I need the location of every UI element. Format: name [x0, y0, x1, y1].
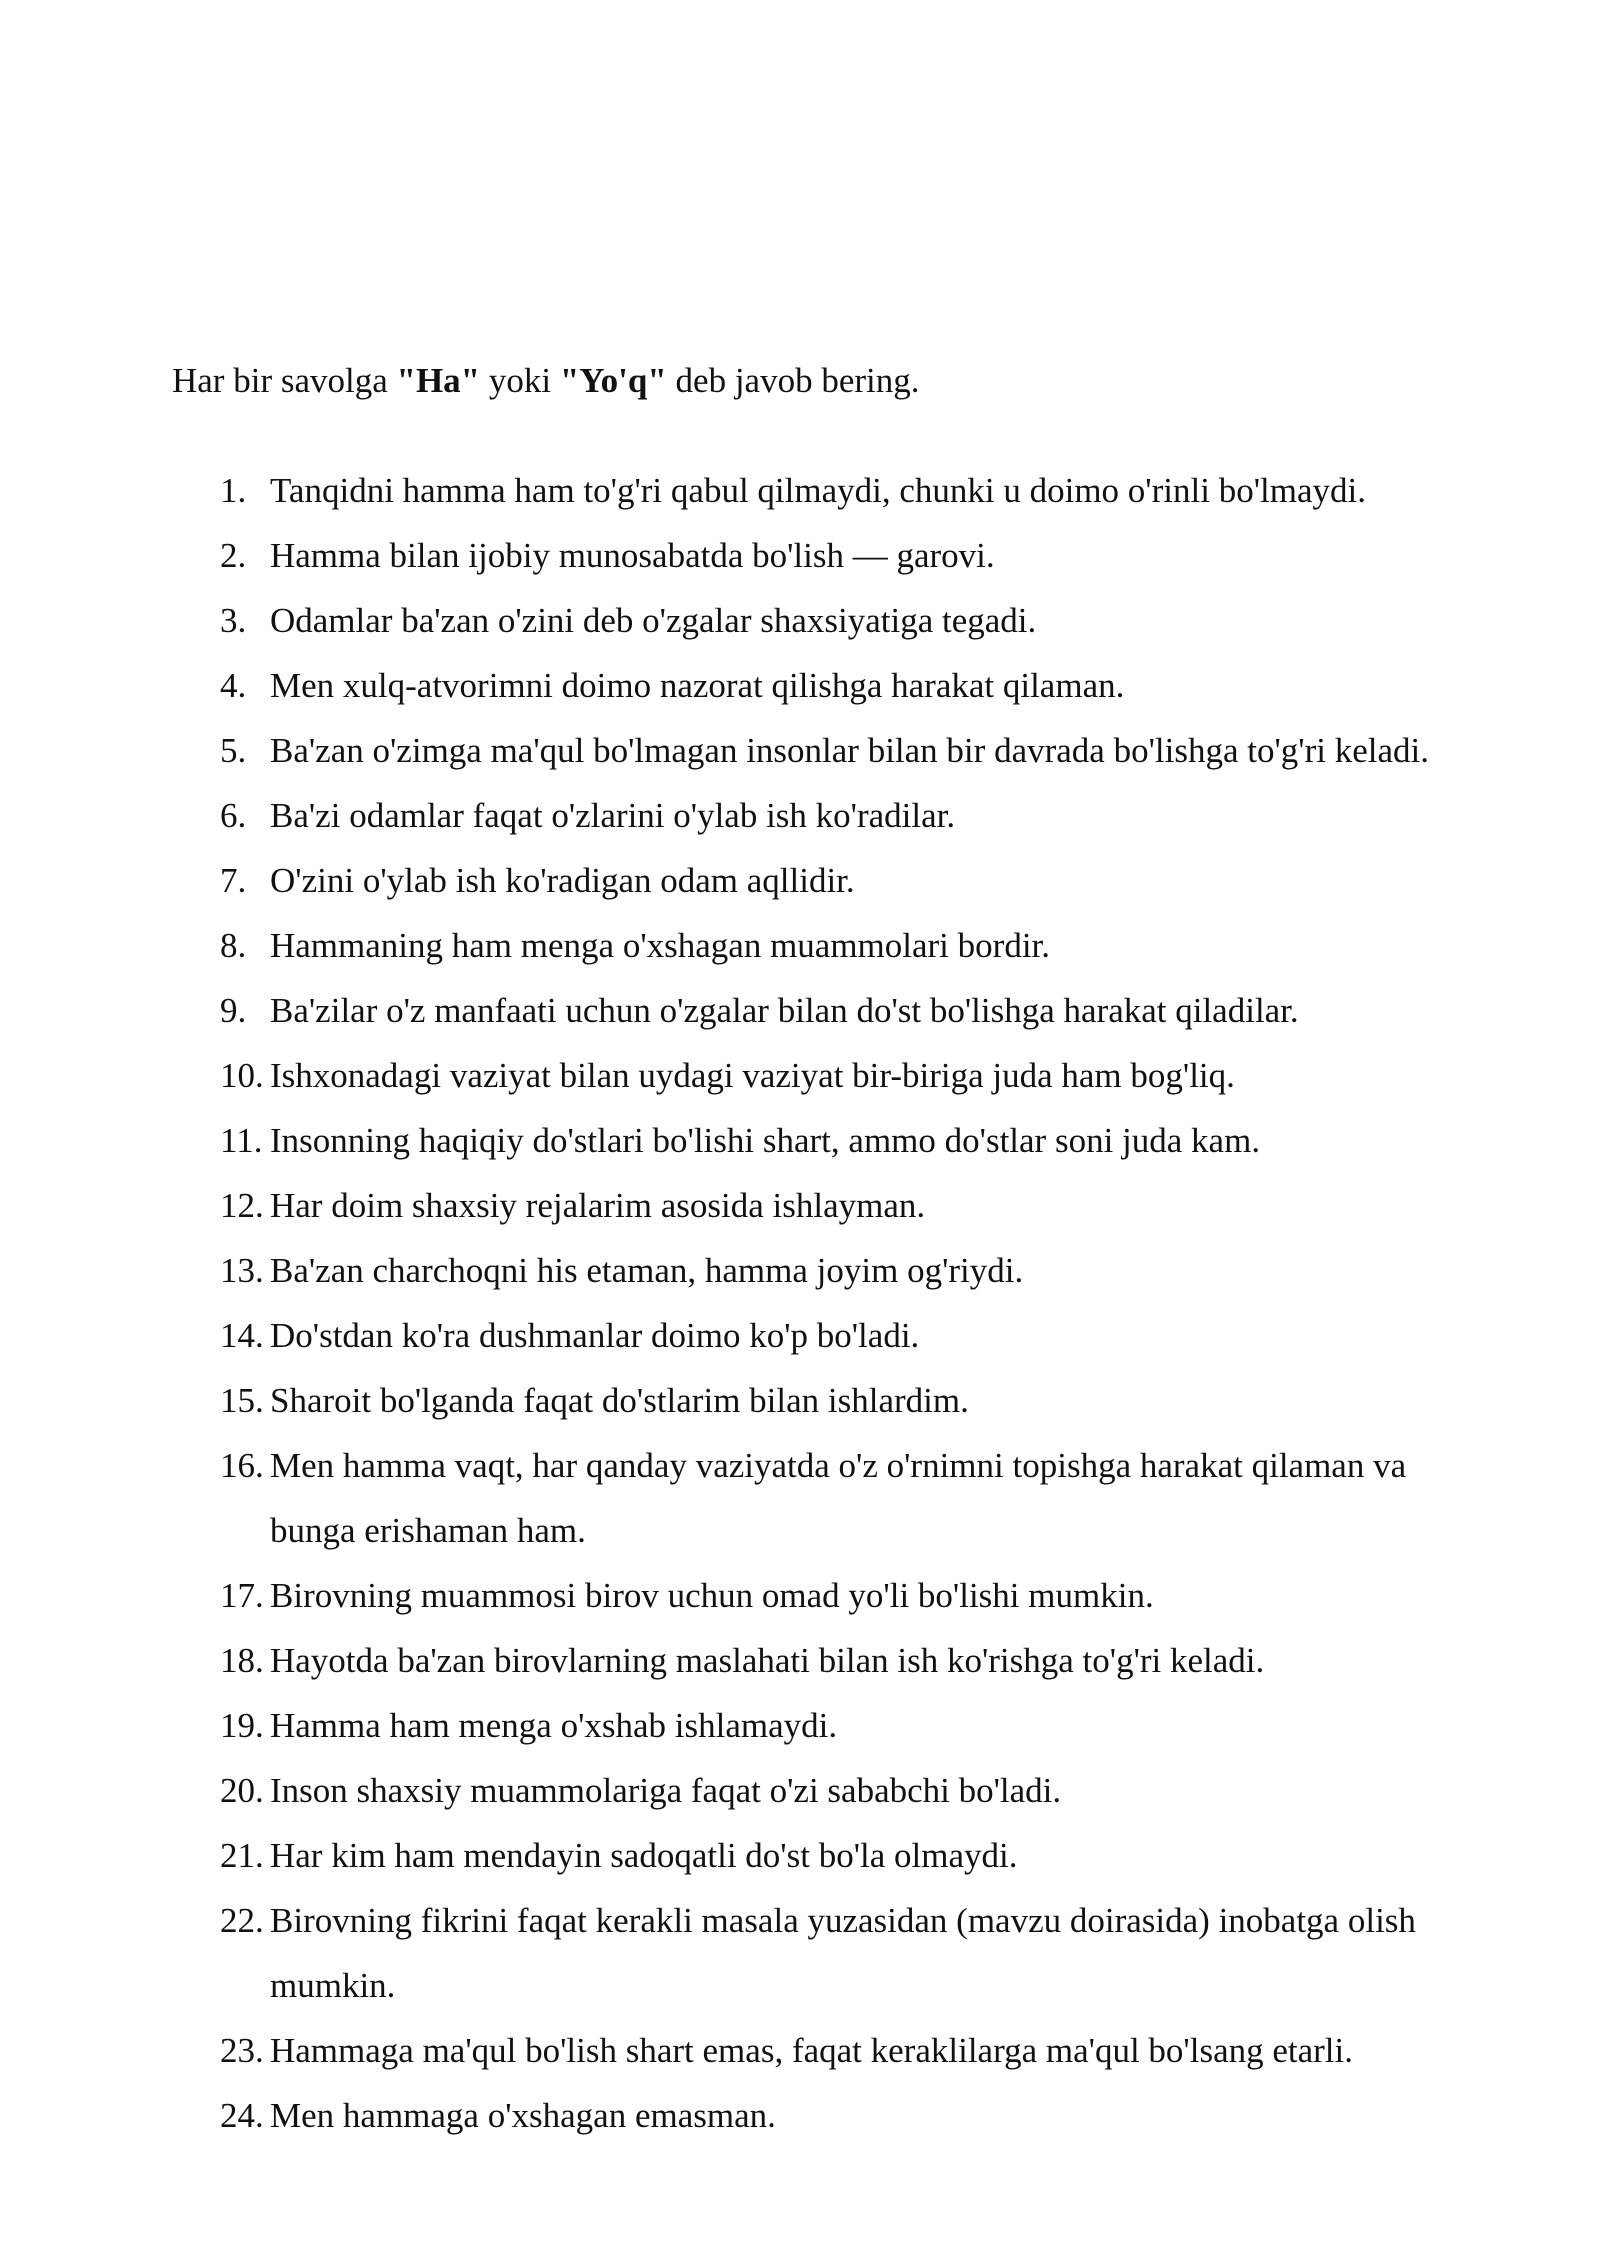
question-item — [0, 783, 1600, 848]
question-number: 11. — [220, 1121, 263, 1160]
question-number: 3. — [220, 601, 247, 640]
question-number: 2. — [220, 536, 247, 575]
question-number: 9. — [220, 991, 247, 1030]
question-text: Ba'zan o'zimga ma'qul bo'lmagan insonlar bilan bir davrada bo'lishga to'g'ri keladi. — [270, 731, 1429, 770]
question-item — [0, 1628, 1600, 1693]
question-number: 15. — [220, 1381, 264, 1420]
question-item — [0, 458, 1600, 523]
question-text: Ba'zi odamlar faqat o'zlarini o'ylab ish ko'radilar. — [270, 796, 956, 835]
question-number: 18. — [220, 1641, 264, 1680]
answer-yes-label: "Ha" — [396, 361, 481, 400]
question-text: Insonning haqiqiy do'stlari bo'lishi shart, ammo do'stlar soni juda kam. — [270, 1121, 1261, 1160]
question-text: Hamma ham menga o'xshab ishlamaydi. — [270, 1706, 838, 1745]
question-text: Har doim shaxsiy rejalarim asosida ishlayman. — [270, 1186, 926, 1225]
question-number: 20. — [220, 1771, 264, 1810]
question-number: 7. — [220, 861, 247, 900]
answer-no-label: "Yo'q" — [559, 361, 667, 400]
question-item — [0, 1368, 1600, 1433]
question-text: Men xulq-atvorimni doimo nazorat qilishga harakat qilaman. — [270, 666, 1125, 705]
question-text: Odamlar ba'zan o'zini deb o'zgalar shaxsiyatiga tegadi. — [270, 601, 1037, 640]
question-text: Ba'zan charchoqni his etaman, hamma joyim og'riydi. — [270, 1251, 1024, 1290]
question-item — [0, 978, 1600, 1043]
question-item — [0, 848, 1600, 913]
question-number: 10. — [220, 1056, 264, 1095]
question-item — [0, 913, 1600, 978]
question-number: 22. — [220, 1901, 264, 1940]
question-text: Hammaga ma'qul bo'lish shart emas, faqat keraklilarga ma'qul bo'lsang etarli. — [270, 2031, 1354, 2070]
question-item — [0, 653, 1600, 718]
question-text: Hayotda ba'zan birovlarning maslahati bilan ish ko'rishga to'g'ri keladi. — [270, 1641, 1265, 1680]
question-item — [0, 1173, 1600, 1238]
question-text: Inson shaxsiy muammolariga faqat o'zi sababchi bo'ladi. — [270, 1771, 1062, 1810]
question-number: 5. — [220, 731, 247, 770]
question-item — [0, 1563, 1600, 1628]
question-item — [0, 1238, 1600, 1303]
question-item — [0, 588, 1600, 653]
question-text: Birovning muammosi birov uchun omad yo'li bo'lishi mumkin. — [270, 1576, 1154, 1615]
question-number: 23. — [220, 2031, 264, 2070]
question-item — [0, 1693, 1600, 1758]
question-text: Hammaning ham menga o'xshagan muammolari bordir. — [270, 926, 1051, 965]
question-item — [0, 1758, 1600, 1823]
question-number: 1. — [220, 471, 247, 510]
question-text: O'zini o'ylab ish ko'radigan odam aqllidir. — [270, 861, 855, 900]
question-item — [0, 1888, 1600, 2018]
question-text: Hamma bilan ijobiy munosabatda bo'lish — garovi. — [270, 536, 995, 575]
question-number: 24. — [220, 2096, 264, 2135]
question-list — [0, 458, 1600, 2148]
question-item — [0, 1303, 1600, 1368]
question-item — [0, 718, 1600, 783]
question-number: 21. — [220, 1836, 264, 1875]
question-item — [0, 2018, 1600, 2083]
question-number: 16. — [220, 1446, 264, 1485]
instruction-prefix: Har bir savolga — [172, 361, 397, 400]
question-item — [0, 523, 1600, 588]
question-text: Ba'zilar o'z manfaati uchun o'zgalar bilan do'st bo'lishga harakat qiladilar. — [270, 991, 1299, 1030]
question-text: Do'stdan ko'ra dushmanlar doimo ko'p bo'ladi. — [270, 1316, 920, 1355]
question-item — [0, 1433, 1600, 1563]
question-item — [0, 1823, 1600, 1888]
question-number: 19. — [220, 1706, 264, 1745]
question-number: 12. — [220, 1186, 264, 1225]
question-text: Ishxonadagi vaziyat bilan uydagi vaziyat bir-biriga juda ham bog'liq. — [270, 1056, 1235, 1095]
question-number: 17. — [220, 1576, 264, 1615]
question-item — [0, 1043, 1600, 1108]
question-text: Tanqidni hamma ham to'g'ri qabul qilmaydi, chunki u doimo o'rinli bo'lmaydi. — [270, 471, 1366, 510]
instruction-or: yoki — [480, 361, 560, 400]
question-text: Har kim ham mendayin sadoqatli do'st bo'la olmaydi. — [270, 1836, 1018, 1875]
question-text: Men hamma vaqt, har qanday vaziyatda o'z o'rnimni topishga harakat qilaman va bunga erishaman ham. — [270, 1446, 1407, 1550]
question-item — [0, 2083, 1600, 2148]
question-item — [0, 1108, 1600, 1173]
question-number: 4. — [220, 666, 247, 705]
instruction-text — [172, 360, 920, 402]
question-number: 14. — [220, 1316, 264, 1355]
question-number: 6. — [220, 796, 247, 835]
question-text: Men hammaga o'xshagan emasman. — [270, 2096, 776, 2135]
question-number: 8. — [220, 926, 247, 965]
question-number: 13. — [220, 1251, 264, 1290]
question-text: Birovning fikrini faqat kerakli masala yuzasidan (mavzu doirasida) inobatga olish mumkin. — [270, 1901, 1416, 2005]
instruction-suffix: deb javob bering. — [666, 361, 920, 400]
question-text: Sharoit bo'lganda faqat do'stlarim bilan ishlardim. — [270, 1381, 969, 1420]
